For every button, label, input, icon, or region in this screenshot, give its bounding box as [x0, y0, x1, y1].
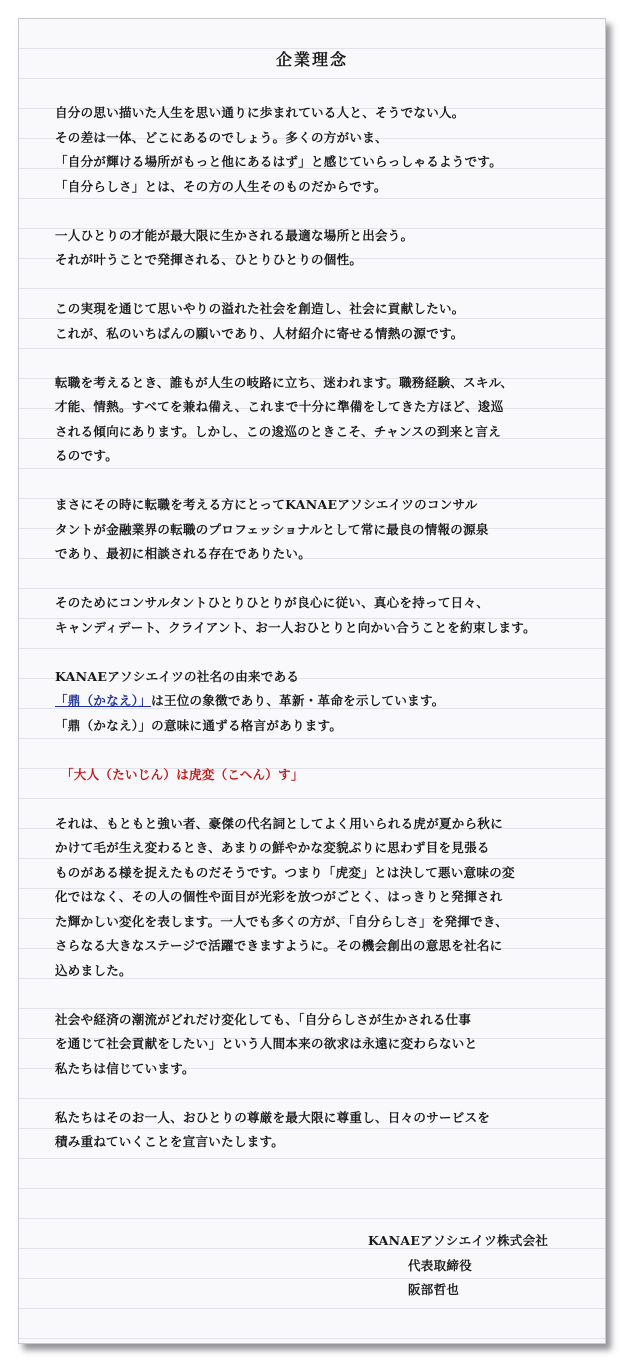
paragraph-line: これが、私のいちばんの願いであり、人材紹介に寄せる情熱の源です。: [55, 325, 464, 341]
paragraph-line: それは、もともと強い者、豪傑の代名詞としてよく用いられる虎が夏から秋に: [55, 815, 504, 831]
paragraph-line: 「自分らしさ」とは、その方の人生そのものだからです。: [55, 178, 387, 194]
maxim-paragraph: [55, 763, 599, 788]
paragraph-line: 才能、情熱。すべてを兼ね備え、これまで十分に準備をしてきた方ほど、逡巡: [55, 399, 504, 414]
paragraph: [55, 297, 599, 346]
maxim-text: 「大人（たいじん）は虎変（こへん）す」: [61, 766, 304, 782]
paragraph-line: その差は一体、どこにあるのでしょう。多くの方がいま、: [55, 129, 388, 145]
paragraph: [55, 812, 599, 984]
paragraphs-before: [55, 101, 599, 640]
paragraph-line: るのです。: [55, 448, 119, 463]
paragraph-line: 込めました。: [55, 962, 132, 978]
paragraph: [55, 493, 599, 567]
paragraph-line: であり、最初に相談される存在でありたい。: [55, 546, 312, 561]
paragraph: [55, 1008, 599, 1082]
paragraph-line: 一人ひとりの才能が最大限に生かされる最適な場所と出会う。: [55, 227, 414, 243]
paragraph-line: そのためにコンサルタントひとりひとりが良心に従い、真心を持って日々、: [55, 595, 490, 610]
company-name: KANAEアソシエイツ株式会社: [368, 1233, 549, 1248]
page-title: 企業理念: [275, 50, 348, 69]
paragraph-line: 化ではなく、その人の個性や面目が光彩を放つがごとく、はっきりと発揮され: [55, 889, 503, 904]
name-origin-line-2-rest: は王位の象徴であり、革新・革命を示しています。: [151, 693, 445, 708]
paragraph-line: 私たちは信じています。: [55, 1060, 195, 1076]
paragraph-line: 積み重ねていくことを宣言いたします。: [55, 1134, 285, 1149]
paragraph: [55, 224, 599, 273]
name-origin-line-1: KANAEアソシエイツの社名の由来である: [55, 668, 300, 684]
paragraph-line: を通じて社会貢献をしたい」という人間本来の欲求は永遠に変わらないと: [55, 1036, 478, 1051]
paragraph-line: タントが金融業界の転職のプロフェッショナルとして常に最良の情報の源泉: [55, 521, 489, 537]
philosophy-sheet: [18, 18, 606, 1344]
paragraphs-after: [55, 812, 599, 1155]
paragraph: [55, 371, 599, 469]
paragraph-line: た輝かしい変化を表します。一人でも多くの方が、「自分らしさ」を発揮でき、: [55, 913, 509, 929]
paragraph-line: 自分の思い描いた人生を思い通りに歩まれている人と、そうでない人。: [55, 105, 465, 120]
paragraph: [55, 591, 599, 640]
name-origin-line-3: 「鼎（かなえ）」の意味に通ずる格言があります。: [55, 717, 343, 733]
paragraph-line: さらなる大きなステージで活躍できますように。その機会創出の意思を社名に: [55, 938, 503, 953]
paragraph-line: 社会や経済の潮流がどれだけ変化しても、「自分らしさが生かされる仕事: [55, 1011, 472, 1027]
paragraph-line: かけて毛が生え変わるとき、あまりの鮮やかな変貌ぶりに思わず目を見張る: [55, 840, 490, 855]
signature-block: [368, 1229, 548, 1303]
philosophy-body: [55, 101, 599, 1179]
paragraph-line: ものがある様を捉えたものだそうです。つまり「虎変」とは決して悪い意味の変: [55, 864, 515, 880]
representative-name: 阪部哲也: [408, 1282, 460, 1297]
paragraph-line: それが叶うことで発揮される、ひとりひとりの個性。: [55, 252, 363, 267]
paragraph-line: まさにその時に転職を考える方にとってKANAEアソシエイツのコンサル: [55, 497, 478, 512]
paragraph: [55, 1106, 599, 1155]
name-origin-paragraph: [55, 665, 599, 739]
paragraph-line: される傾向にあります。しかし、この逡巡のときこそ、チャンスの到来と言え: [55, 423, 502, 439]
paragraph-line: 私たちはそのお一人、おひとりの尊厳を最大限に尊重し、日々のサービスを: [55, 1109, 491, 1125]
paragraph-line: 転職を考えるとき、誰もが人生の岐路に立ち、迷われます。職務経験、スキル、: [55, 374, 514, 390]
kanae-meaning-link[interactable]: 「鼎（かなえ）」: [55, 693, 152, 708]
paragraph-line: 「自分が輝ける場所がもっと他にあるはず」と感じていらっしゃるようです。: [55, 154, 503, 169]
paragraph: [55, 101, 599, 199]
name-origin-line-2: [55, 689, 599, 714]
paragraph-line: この実現を通じて思いやりの溢れた社会を創造し、社会に貢献したい。: [55, 301, 465, 316]
representative-title: 代表取締役: [408, 1257, 473, 1273]
paragraph-line: キャンディデート、クライアント、お一人おひとりと向かい合うことを約束します。: [55, 619, 536, 635]
